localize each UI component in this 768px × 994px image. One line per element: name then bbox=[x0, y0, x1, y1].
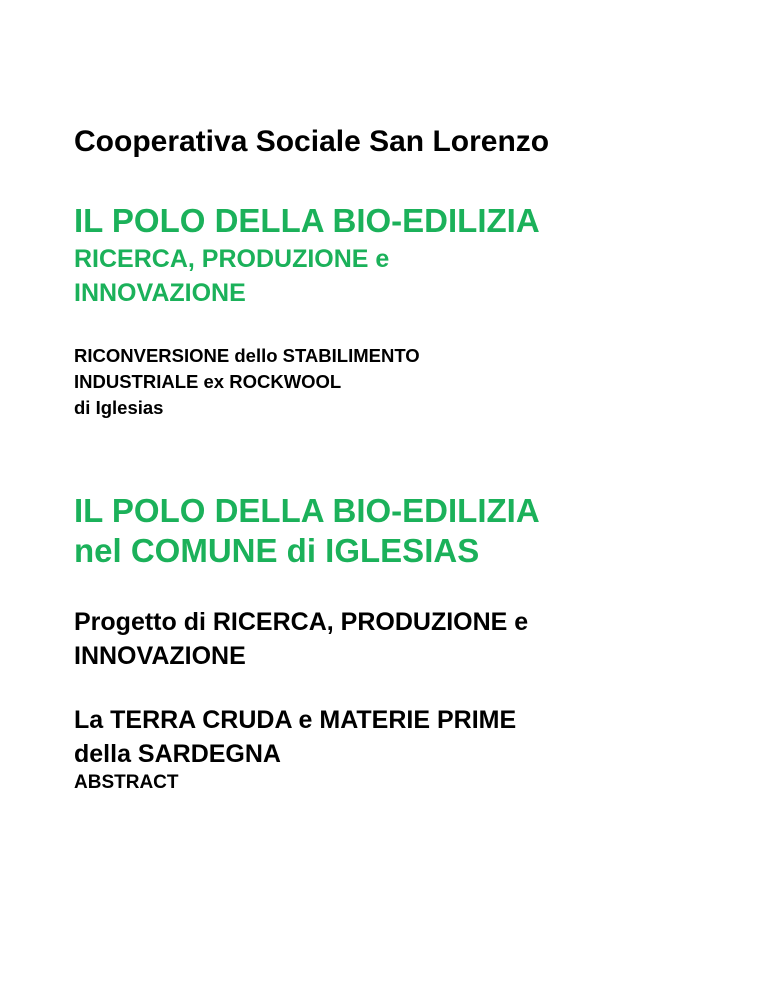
polo-subtitle-line-1: RICERCA, PRODUZIONE e bbox=[74, 245, 390, 273]
project-block bbox=[74, 605, 734, 673]
polo-iglesias-header bbox=[74, 491, 734, 571]
polo-subtitle-line-2: INNOVAZIONE bbox=[74, 279, 246, 307]
reconversion-line-2: INDUSTRIALE ex ROCKWOOL bbox=[74, 371, 342, 392]
terra-line-2: della SARDEGNA bbox=[74, 740, 281, 768]
reconversion-block bbox=[74, 343, 734, 421]
polo-iglesias-line-2: nel COMUNE di IGLESIAS bbox=[74, 532, 480, 569]
terra-line-1: La TERRA CRUDA e MATERIE PRIME bbox=[74, 706, 517, 734]
reconversion-line-3: di Iglesias bbox=[74, 397, 164, 418]
organization-title bbox=[74, 124, 734, 160]
project-line-2: INNOVAZIONE bbox=[74, 642, 246, 670]
polo-header bbox=[74, 200, 734, 310]
organization-name: Cooperativa Sociale San Lorenzo bbox=[74, 125, 550, 158]
project-line-1: Progetto di RICERCA, PRODUZIONE e bbox=[74, 608, 529, 636]
reconversion-line-1: RICONVERSIONE dello STABILIMENTO bbox=[74, 345, 420, 366]
polo-iglesias-line-1: IL POLO DELLA BIO-EDILIZIA bbox=[74, 492, 540, 529]
abstract-label: ABSTRACT bbox=[74, 772, 179, 793]
polo-title: IL POLO DELLA BIO-EDILIZIA bbox=[74, 202, 540, 239]
terra-cruda-block bbox=[74, 703, 734, 795]
